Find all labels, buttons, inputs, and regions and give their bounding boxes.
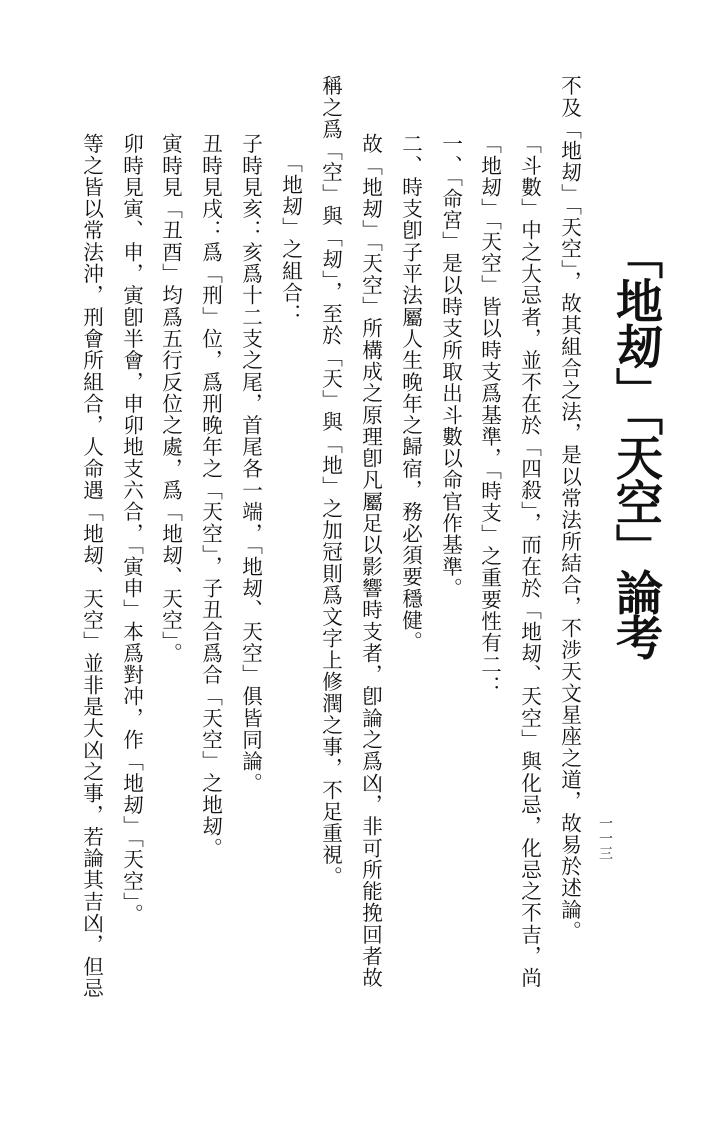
text-column-3: 「地刼」「天空」皆以時支爲基準，「時支」之重要性有二： bbox=[477, 133, 502, 697]
text-column-7: 稱之爲「空」與「刼」，至於「天」與「地」之加冠則爲文字上修潤之事，不足重視。 bbox=[318, 75, 343, 888]
text-column-8: 「地刼」之組合： bbox=[278, 152, 303, 326]
chapter-title: 「地刼」「天空」論考 bbox=[608, 232, 663, 659]
text-column-9: 子時見亥：亥爲十二支之尾，首尾各一端，「地刼、天空」俱皆同論。 bbox=[238, 133, 263, 794]
text-column-13: 等之皆以常法沖，刑會所組合，人命遇「地刼、天空」並非是大凶之事，若論其吉凶，但忌 bbox=[79, 133, 104, 999]
text-column-10: 丑時見戌：爲「刑」位，爲刑晚年之「天空」，子丑合爲合「天空」之地刼。 bbox=[198, 133, 223, 859]
text-column-12: 卯時見寅、申，寅卽半會，申卯地支六合，「寅申」本爲對冲，作「地刼」「天空」。 bbox=[119, 133, 144, 925]
text-column-6: 故「地刼」「天空」所構成之原理卽凡屬足以影響時支者，卽論之爲凶，非可所能挽回者故 bbox=[358, 133, 383, 989]
text-column-11: 寅時見「丑酉」均爲五行反位之處，爲「地刼、天空」。 bbox=[158, 133, 183, 664]
text-column-1: 不及「地刼」「天空」，故其組合之法，是以常法所結合，不涉天文星座之道，故易於述論。 bbox=[557, 75, 582, 943]
text-column-2: 「斗數」中之大忌者，並不在於「四殺」，而在於「地刼、天空」與化忌，化忌之不吉，尚 bbox=[517, 133, 542, 989]
text-column-5: 二、時支卽子平法屬人生晚年之歸宿，務必須要穩健。 bbox=[398, 133, 423, 653]
text-column-4: 一、「命宮」是以時支所取出斗數以命官作基準。 bbox=[438, 133, 463, 599]
page-number: 一一三 bbox=[597, 816, 613, 861]
